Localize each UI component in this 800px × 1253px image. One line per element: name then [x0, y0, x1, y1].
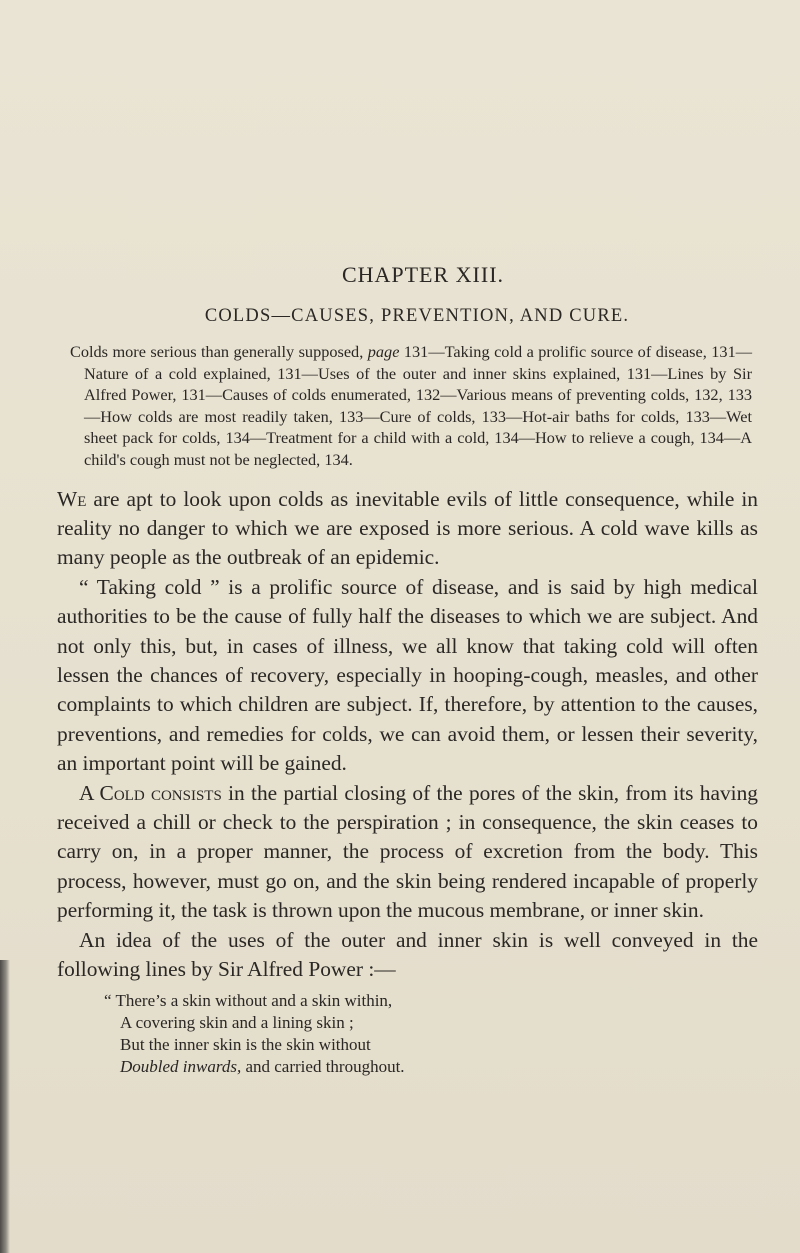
chapter-title: CHAPTER XIII.: [341, 262, 505, 287]
chapter-synopsis: [70, 341, 752, 471]
verse-line-4: [104, 1056, 758, 1078]
verse-line-3: But the inner skin is the skin without: [120, 1035, 371, 1055]
synopsis-page-word: page: [367, 342, 400, 361]
verse-line-4-italic: Doubled inwards,: [120, 1057, 242, 1077]
section-title: COLDS—CAUSES, PREVENTION, AND CURE.: [204, 306, 630, 326]
paragraph-3-text: in the partial closing of the pores of the skin, from its having received a chill or check to the perspiration ; in consequence, the skin ceases to carry on, in a proper manner, the process of excretion from the body. This process, however, must go on, and the skin being rendered incapable of properly performing it, the task is thrown upon the mucous membrane, or inner skin.: [57, 780, 758, 923]
paragraph-4: An idea of the uses of the outer and inner skin is well conveyed in the following lines by Sir Alfred Power :—: [57, 927, 758, 982]
verse-line-1: “ There’s a skin without and a skin within,: [104, 991, 393, 1011]
paragraph-3: [57, 779, 758, 926]
page-content: [52, 262, 758, 1078]
paragraph-1-text: are apt to look upon colds as inevitable evils of little consequence, while in reality no danger to which we are exposed is more serious. A cold wave kills as many people as the outbreak of an epidemic.: [57, 486, 758, 570]
synopsis-text-rest: 131—Taking cold a prolific source of disease, 131—Nature of a cold explained, 131—Uses of the outer and inner skins explained, 131—Lines by Sir Alfred Power, 131—Causes of colds enumerated, 132—Various means of preventing colds, 132, 133—How colds are most readily taken, 133—Cure of colds, 133—Hot-air baths for colds, 133—Wet sheet pack for colds, 134—Treatment for a child with a cold, 134—How to relieve a cough, 134—A child's cough must not be neglected, 134.: [84, 342, 752, 469]
paragraph-3-lead: A Cold consists: [79, 780, 222, 805]
paragraph-2: “ Taking cold ” is a prolific source of disease, and is said by high medical authorities to be the cause of fully half the diseases to which we are subject. And not only this, but, in cases of illness, we all know that taking cold will often lessen the chances of recovery, especially in hooping-cough, measles, and other complaints to which children are subject. If, therefore, by attention to the causes, preventions, and remedies for colds, we can avoid them, or lessen their severity, an important point will be gained.: [57, 574, 758, 776]
verse-line-2: A covering skin and a lining skin ;: [120, 1013, 354, 1033]
page-spine-shadow: [0, 960, 10, 1253]
verse-line-4-rest: and carried throughout.: [241, 1057, 405, 1077]
synopsis-text-start: Colds more serious than generally supposed,: [70, 342, 368, 361]
paragraph-1: [57, 485, 758, 573]
paragraph-1-lead: We: [57, 486, 87, 511]
verse-quote: [104, 990, 758, 1078]
